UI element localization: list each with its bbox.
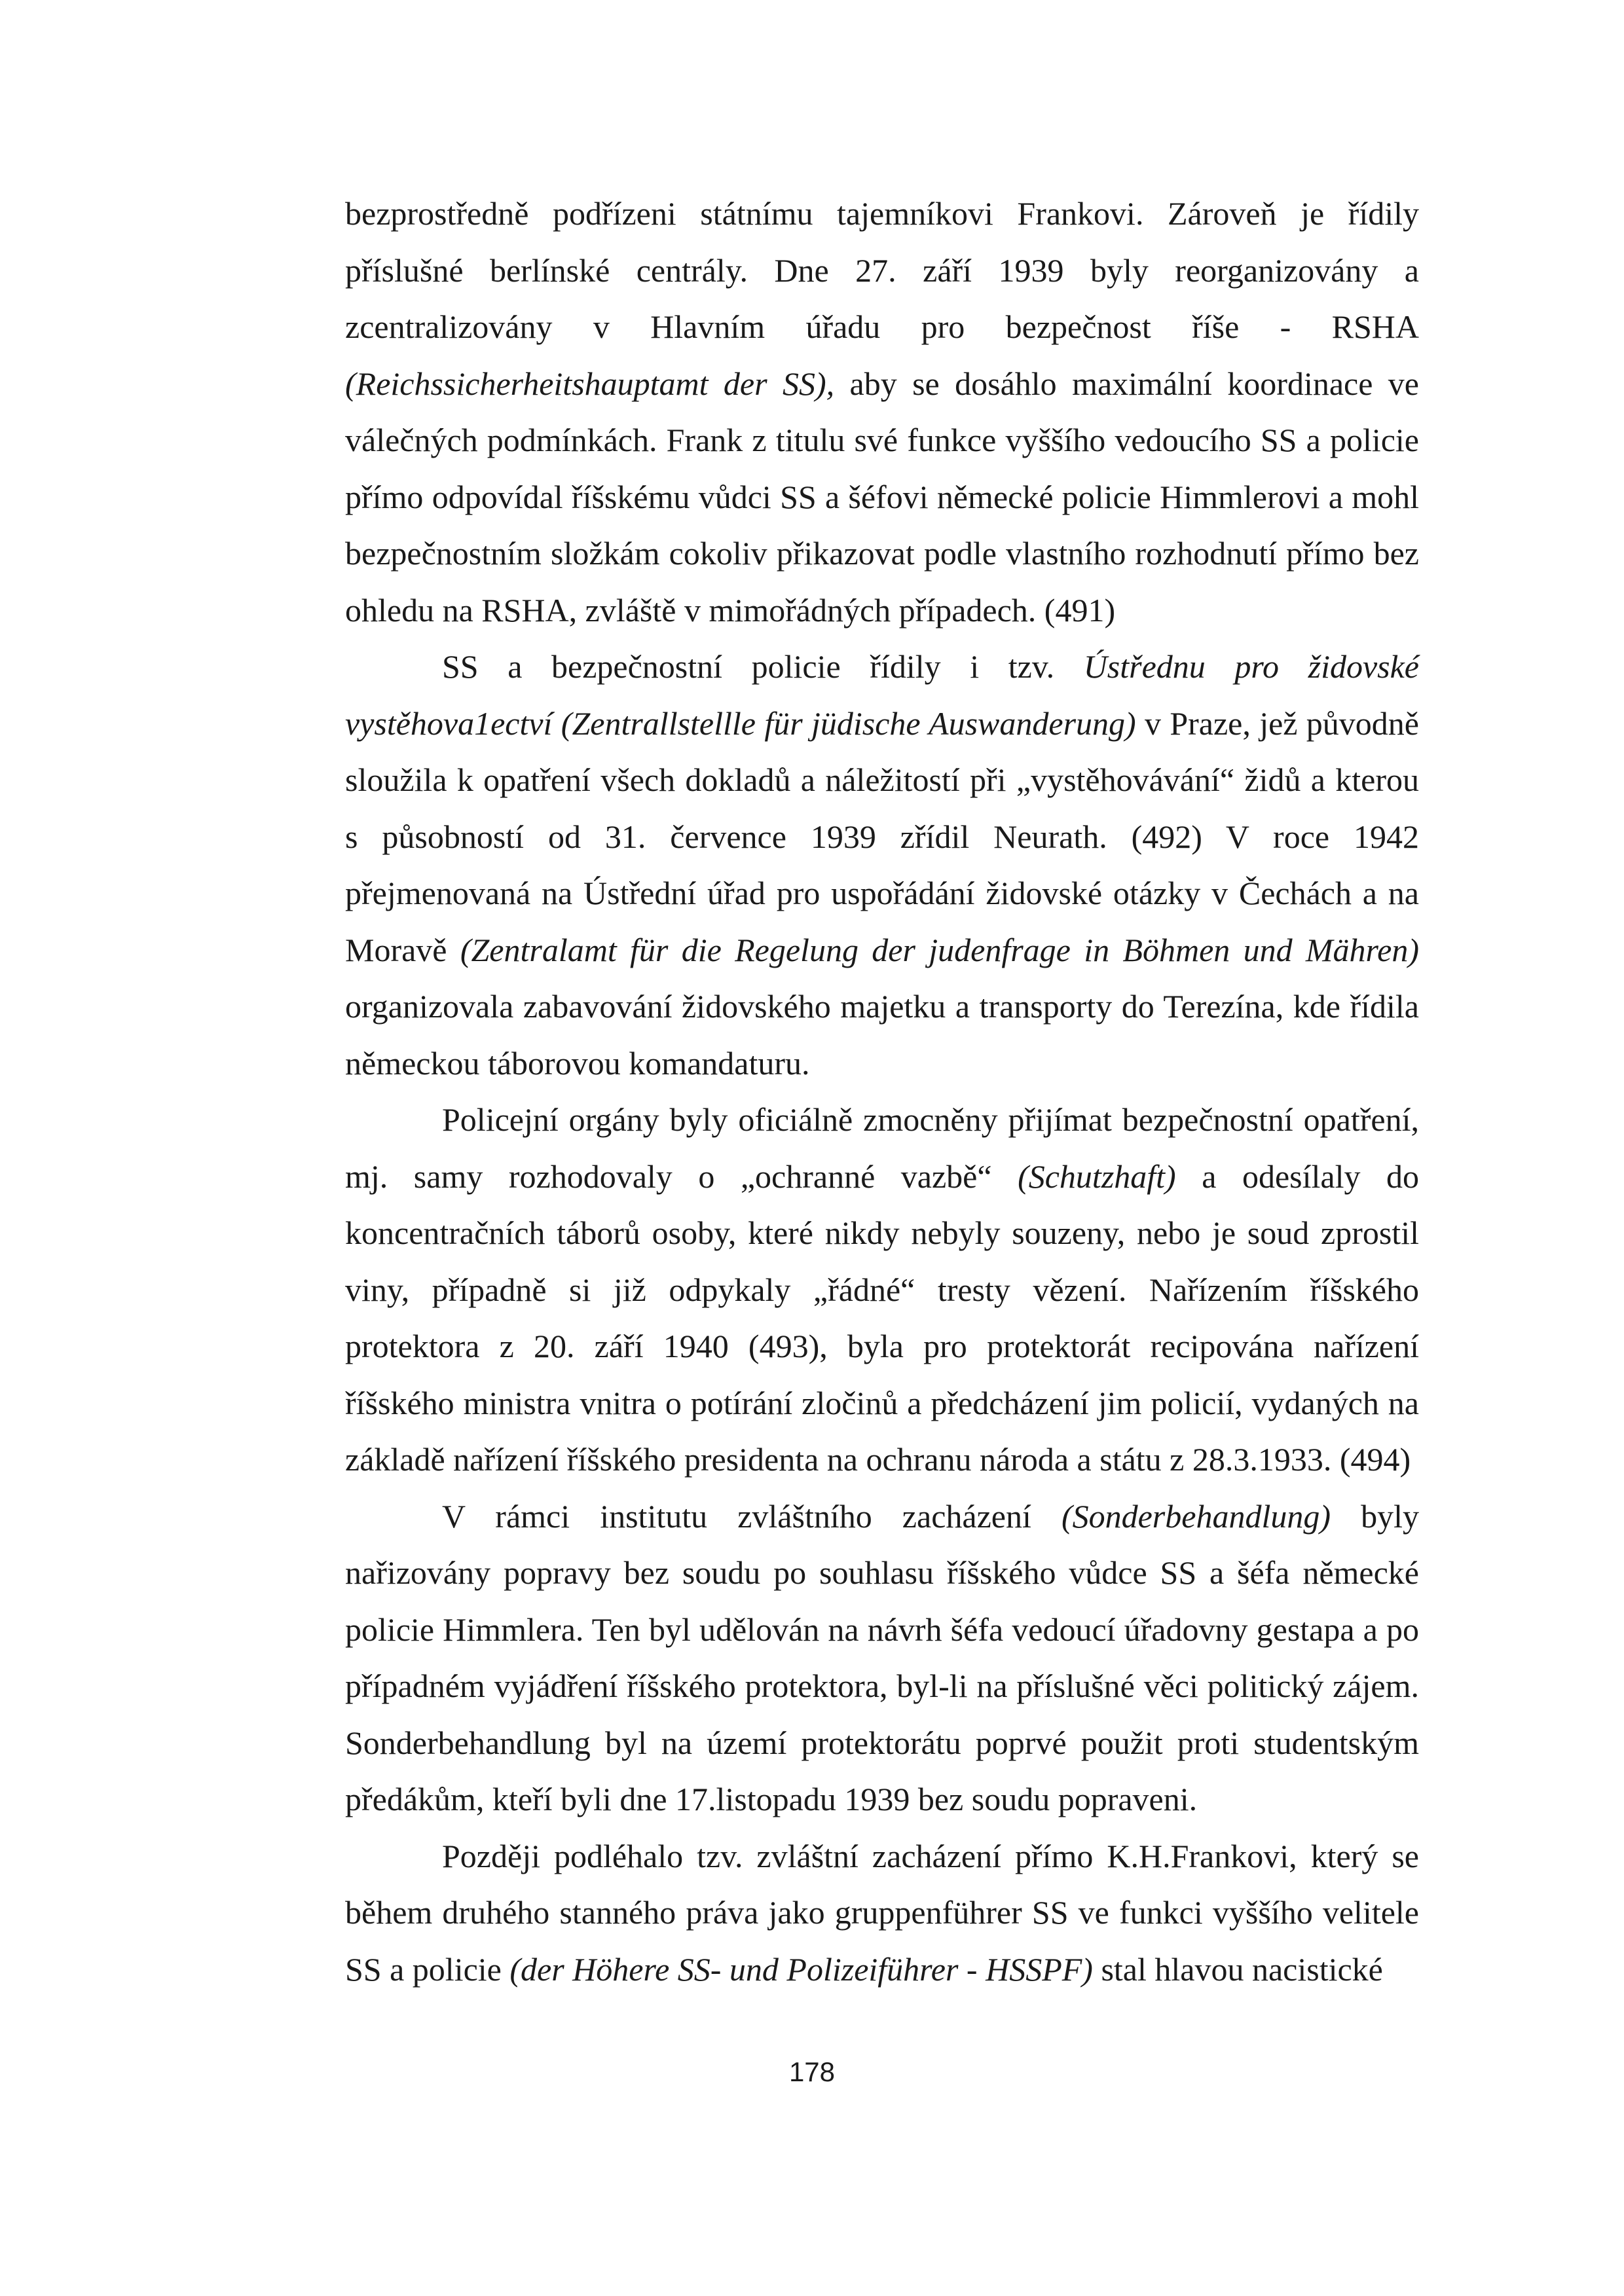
text-segment: organizovala zabavování židovského majetku a transporty do Terezína, kde řídila německou táborovou komandaturu. bbox=[345, 988, 1419, 1082]
text-segment: Později podléhalo tzv. zvláštní zacházení přímo K.H.Frankovi, který se během druhého stanného práva jako gruppenführer SS ve funkci vyššího velitele SS a policie bbox=[345, 1837, 1419, 1988]
text-segment: byly nařizovány popravy bez soudu po souhlasu říšského vůdce SS a šéfa německé policie Himmlera. Ten byl udělován na návrh šéfa vedoucí úřadovny gestapa a po případném vyjádření říšského protektora, byl-li na příslušné věci politický zájem. Sonderbehandlung byl na území protektorátu poprvé použit proti studentským předákům, kteří byli dne 17.listopadu 1939 bez soudu popraveni. bbox=[345, 1497, 1419, 1817]
text-segment: v Praze, jež původně sloužila k opatření všech dokladů a náležitostí při „vystěhovávání“ židů a kterou s působností od 31. července 1939 zřídil Neurath. (492) V roce 1942 přejmenovaná na Ústřední úřad pro uspořádání židovské otázky v Čechách a na Moravě bbox=[345, 704, 1419, 968]
italic-segment: (Zentralamt für die Regelung der judenfrage in Böhmen und Mähren) bbox=[460, 931, 1420, 968]
italic-segment: (der Höhere SS- und Polizeiführer - HSSPF) bbox=[509, 1950, 1093, 1988]
body-text bbox=[345, 185, 1419, 1997]
page-number: 178 bbox=[788, 2056, 836, 2087]
italic-segment: (Schutzhaft) bbox=[1018, 1157, 1176, 1195]
paragraph bbox=[345, 638, 1419, 1091]
text-segment: aby se dosáhlo maximální koordinace ve válečných podmínkách. Frank z titulu své funkce vyššího vedoucího SS a policie přímo odpovídal říšskému vůdci SS a šéfovi německé policie Himmlerovi a mohl bezpečnostním složkám cokoliv přikazovat podle vlastního rozhodnutí přímo bez ohledu na RSHA, zvláště v mimořádných případech. (491) bbox=[345, 365, 1419, 629]
text-segment: SS a bezpečnostní policie řídily i tzv. bbox=[442, 648, 1084, 685]
italic-segment: (Sonderbehandlung) bbox=[1061, 1497, 1331, 1535]
paragraph bbox=[345, 1488, 1419, 1828]
text-segment: bezprostředně podřízeni státnímu tajemníkovi Frankovi. Zároveň je řídily příslušné berlínské centrály. Dne 27. září 1939 byly reorganizovány a zcentralizovány v Hlavním úřadu pro bezpečnost říše - RSHA bbox=[345, 195, 1419, 345]
text-segment: stal hlavou nacistické bbox=[1092, 1950, 1383, 1988]
paragraph bbox=[345, 185, 1419, 638]
paragraph bbox=[345, 1091, 1419, 1488]
text-segment: V rámci institutu zvláštního zacházení bbox=[442, 1497, 1061, 1535]
text-segment: a odesílaly do koncentračních táborů osoby, které nikdy nebyly souzeny, nebo je soud zprostil viny, případně si již odpykaly „řádné“ tresty vězení. Nařízením říšského protektora z 20. září 1940 (493), byla pro protektorát recipována nařízení říšského ministra vnitra o potírání zločinů a předcházení jim policií, vydaných na základě nařízení říšského presidenta na ochranu národa a státu z 28.3.1933. (494) bbox=[345, 1157, 1419, 1478]
italic-segment: Ústřednu pro židovské vystěhova1ectví (Zentrallstellle für jüdische Auswanderung) bbox=[345, 648, 1419, 742]
text-segment: Policejní orgány byly oficiálně zmocněny přijímat bezpečnostní opatření, mj. samy rozhodovaly o „ochranné vazbě“ bbox=[345, 1101, 1419, 1195]
paragraph bbox=[345, 1828, 1419, 1998]
italic-segment: (Reichssicherheitshauptamt der SS), bbox=[345, 365, 835, 402]
